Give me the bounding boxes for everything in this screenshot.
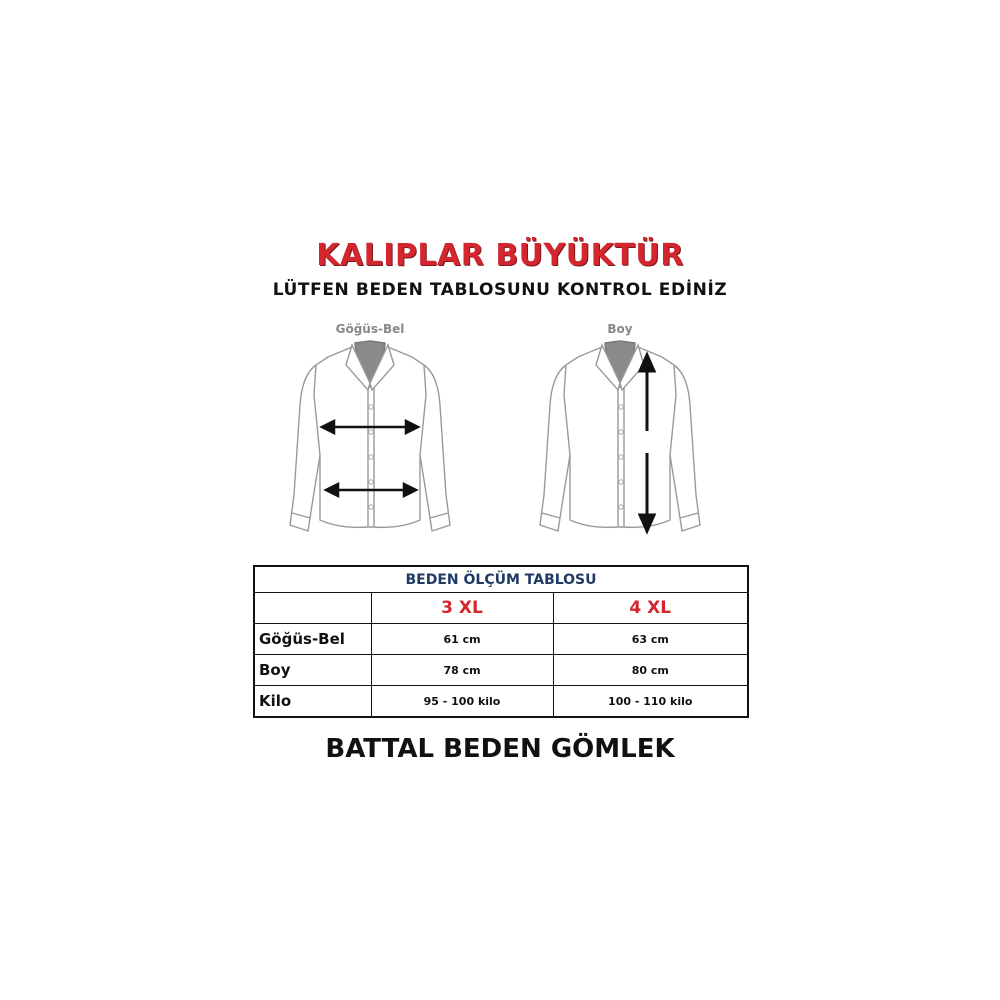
subheadline: LÜTFEN BEDEN TABLOSUNU KONTROL EDİNİZ [272,280,728,300]
value-cell: 95 - 100 kilo [371,686,553,718]
value-cell: 78 cm [371,655,553,686]
length-arrow [640,355,654,531]
table-row [254,624,748,655]
headline: KALIPLAR BÜYÜKTÜR [316,238,684,273]
waist-arrow [326,484,416,496]
value-cell: 61 cm [371,624,553,655]
value-cell: 100 - 110 kilo [553,686,748,718]
row-label-length: Boy [254,655,371,686]
size-chart-table [253,565,749,718]
row-label-chest-waist: Göğüs-Bel [254,624,371,655]
value-cell: 80 cm [553,655,748,686]
table-row [254,686,748,718]
shirt-front-length-diagram [530,335,710,545]
length-label: Boy [607,322,633,336]
shirt-front-chest-diagram [280,335,460,545]
footer-caption: BATTAL BEDEN GÖMLEK [325,734,675,764]
row-label-weight: Kilo [254,686,371,718]
header-empty-cell [254,593,371,624]
chest-waist-label: Göğüs-Bel [335,322,405,336]
table-title: BEDEN ÖLÇÜM TABLOSU [254,566,748,593]
table-title-row [254,566,748,593]
size-4xl-header: 4 XL [553,593,748,624]
table-row [254,655,748,686]
value-cell: 63 cm [553,624,748,655]
size-3xl-header: 3 XL [371,593,553,624]
table-header-row [254,593,748,624]
